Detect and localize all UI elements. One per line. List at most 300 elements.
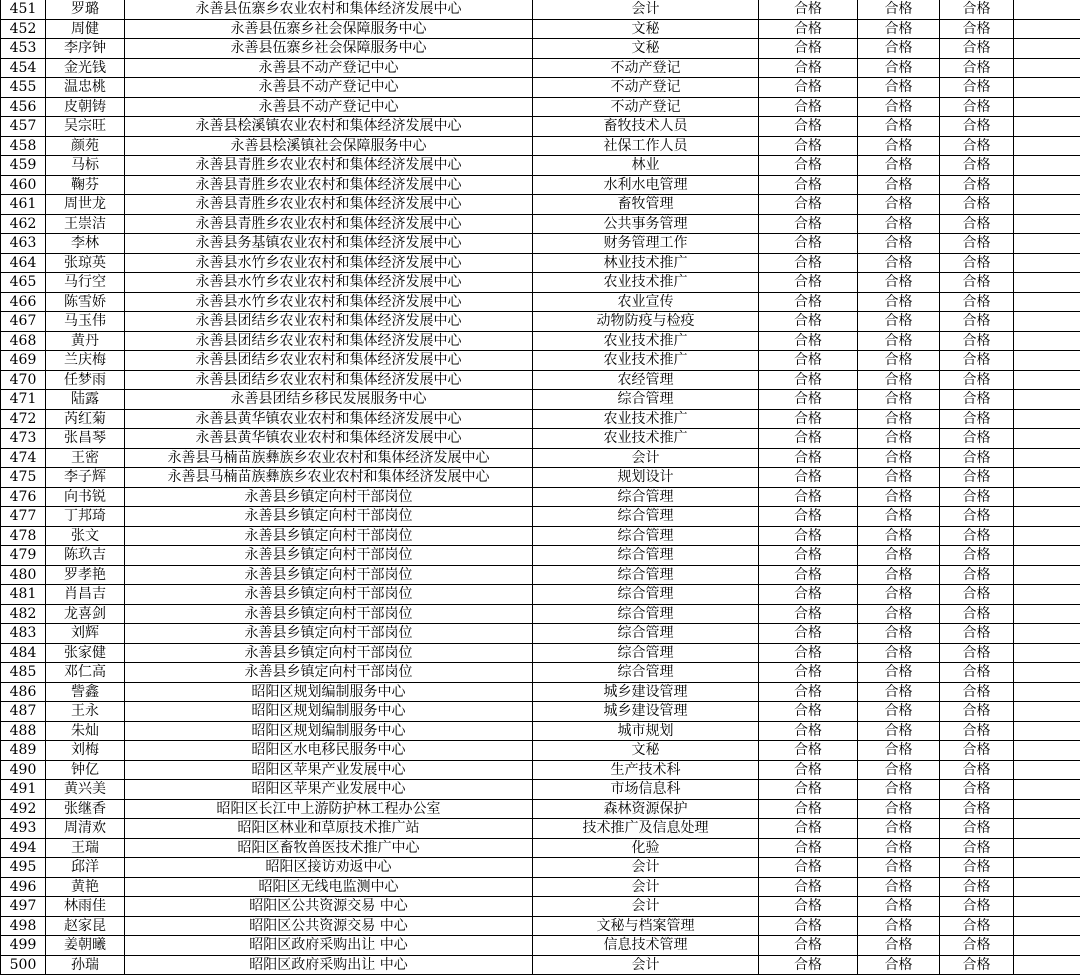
table-row [1,721,1080,741]
employer-cell: 昭阳区政府采购出让 中心 [125,955,533,975]
table-row [1,331,1080,351]
blank-cell [1014,916,1080,936]
row-number-cell: 474 [1,448,46,468]
position-cell: 会计 [533,448,759,468]
check-3-cell: 合格 [940,858,1014,878]
row-number-cell: 480 [1,565,46,585]
check-1-cell: 合格 [759,175,858,195]
blank-cell [1014,253,1080,273]
row-number-cell: 482 [1,604,46,624]
check-3-cell: 合格 [940,19,1014,39]
position-cell: 信息技术管理 [533,936,759,956]
check-3-cell: 合格 [940,916,1014,936]
check-1-cell: 合格 [759,370,858,390]
check-1-cell: 合格 [759,877,858,897]
check-2-cell: 合格 [858,448,940,468]
position-cell: 综合管理 [533,390,759,410]
employer-cell: 昭阳区长江中上游防护林工程办公室 [125,799,533,819]
check-2-cell: 合格 [858,624,940,644]
blank-cell [1014,136,1080,156]
check-3-cell: 合格 [940,526,1014,546]
check-3-cell: 合格 [940,799,1014,819]
blank-cell [1014,955,1080,975]
check-3-cell: 合格 [940,136,1014,156]
name-cell: 丁邦琦 [46,507,125,527]
check-2-cell: 合格 [858,97,940,117]
check-1-cell: 合格 [759,468,858,488]
name-cell: 林雨佳 [46,897,125,917]
check-2-cell: 合格 [858,351,940,371]
blank-cell [1014,117,1080,137]
check-1-cell: 合格 [759,507,858,527]
row-number-cell: 495 [1,858,46,878]
table-row [1,78,1080,98]
table-row [1,273,1080,293]
check-2-cell: 合格 [858,526,940,546]
name-cell: 刘辉 [46,624,125,644]
blank-cell [1014,468,1080,488]
table-row [1,97,1080,117]
name-cell: 罗璐 [46,0,125,19]
check-3-cell: 合格 [940,721,1014,741]
name-cell: 李子辉 [46,468,125,488]
employer-cell: 昭阳区水电移民服务中心 [125,741,533,761]
check-3-cell: 合格 [940,487,1014,507]
position-cell: 综合管理 [533,585,759,605]
employer-cell: 昭阳区规划编制服务中心 [125,702,533,722]
table-row [1,195,1080,215]
blank-cell [1014,663,1080,683]
row-number-cell: 494 [1,838,46,858]
name-cell: 王崇洁 [46,214,125,234]
name-cell: 王密 [46,448,125,468]
position-cell: 会计 [533,955,759,975]
check-1-cell: 合格 [759,156,858,176]
check-3-cell: 合格 [940,156,1014,176]
check-1-cell: 合格 [759,214,858,234]
row-number-cell: 467 [1,312,46,332]
table-row [1,409,1080,429]
blank-cell [1014,390,1080,410]
name-cell: 李序钟 [46,39,125,59]
row-number-cell: 460 [1,175,46,195]
blank-cell [1014,409,1080,429]
name-cell: 孙瑞 [46,955,125,975]
row-number-cell: 490 [1,760,46,780]
employer-cell: 永善县青胜乡农业农村和集体经济发展中心 [125,195,533,215]
name-cell: 肖昌吉 [46,585,125,605]
blank-cell [1014,19,1080,39]
blank-cell [1014,624,1080,644]
table-row [1,585,1080,605]
check-2-cell: 合格 [858,663,940,683]
position-cell: 农业技术推广 [533,331,759,351]
row-number-cell: 455 [1,78,46,98]
position-cell: 财务管理工作 [533,234,759,254]
name-cell: 黄兴美 [46,780,125,800]
position-cell: 城市规划 [533,721,759,741]
row-number-cell: 479 [1,546,46,566]
check-3-cell: 合格 [940,273,1014,293]
table-row [1,643,1080,663]
employer-cell: 昭阳区苹果产业发展中心 [125,760,533,780]
blank-cell [1014,819,1080,839]
row-number-cell: 493 [1,819,46,839]
employer-cell: 永善县乡镇定向村干部岗位 [125,604,533,624]
row-number-cell: 453 [1,39,46,59]
table-row [1,877,1080,897]
employer-cell: 永善县黄华镇农业农村和集体经济发展中心 [125,409,533,429]
row-number-cell: 465 [1,273,46,293]
check-1-cell: 合格 [759,195,858,215]
check-1-cell: 合格 [759,682,858,702]
row-number-cell: 458 [1,136,46,156]
employer-cell: 昭阳区林业和草原技术推广站 [125,819,533,839]
check-3-cell: 合格 [940,604,1014,624]
employer-cell: 昭阳区接访劝返中心 [125,858,533,878]
check-1-cell: 合格 [759,409,858,429]
position-cell: 城乡建设管理 [533,682,759,702]
employer-cell: 昭阳区公共资源交易 中心 [125,897,533,917]
employer-cell: 昭阳区公共资源交易 中心 [125,916,533,936]
check-2-cell: 合格 [858,721,940,741]
position-cell: 森林资源保护 [533,799,759,819]
blank-cell [1014,526,1080,546]
check-3-cell: 合格 [940,780,1014,800]
check-1-cell: 合格 [759,117,858,137]
check-1-cell: 合格 [759,331,858,351]
check-3-cell: 合格 [940,370,1014,390]
employer-cell: 昭阳区畜牧兽医技术推广中心 [125,838,533,858]
blank-cell [1014,0,1080,19]
table-row [1,702,1080,722]
name-cell: 任梦雨 [46,370,125,390]
position-cell: 综合管理 [533,643,759,663]
check-1-cell: 合格 [759,312,858,332]
check-1-cell: 合格 [759,624,858,644]
check-2-cell: 合格 [858,858,940,878]
table-row [1,624,1080,644]
row-number-cell: 457 [1,117,46,137]
position-cell: 农业技术推广 [533,351,759,371]
employer-cell: 永善县马楠苗族彝族乡农业农村和集体经济发展中心 [125,448,533,468]
row-number-cell: 463 [1,234,46,254]
check-2-cell: 合格 [858,156,940,176]
employer-cell: 永善县不动产登记中心 [125,97,533,117]
row-number-cell: 454 [1,58,46,78]
table-row [1,780,1080,800]
position-cell: 畜牧技术人员 [533,117,759,137]
table-row [1,741,1080,761]
check-3-cell: 合格 [940,565,1014,585]
row-number-cell: 491 [1,780,46,800]
row-number-cell: 462 [1,214,46,234]
check-1-cell: 合格 [759,0,858,19]
blank-cell [1014,58,1080,78]
name-cell: 周清欢 [46,819,125,839]
check-2-cell: 合格 [858,214,940,234]
employer-cell: 永善县黄华镇农业农村和集体经济发展中心 [125,429,533,449]
table-row [1,487,1080,507]
check-1-cell: 合格 [759,799,858,819]
check-2-cell: 合格 [858,390,940,410]
employer-cell: 永善县青胜乡农业农村和集体经济发展中心 [125,156,533,176]
name-cell: 张继香 [46,799,125,819]
check-1-cell: 合格 [759,390,858,410]
position-cell: 规划设计 [533,468,759,488]
row-number-cell: 496 [1,877,46,897]
name-cell: 周世龙 [46,195,125,215]
position-cell: 文秘 [533,19,759,39]
check-2-cell: 合格 [858,585,940,605]
check-1-cell: 合格 [759,916,858,936]
table-row [1,507,1080,527]
employer-cell: 永善县伍寨乡社会保障服务中心 [125,39,533,59]
row-number-cell: 477 [1,507,46,527]
position-cell: 综合管理 [533,507,759,527]
row-number-cell: 475 [1,468,46,488]
name-cell: 周健 [46,19,125,39]
row-number-cell: 461 [1,195,46,215]
position-cell: 水利水电管理 [533,175,759,195]
employer-cell: 昭阳区政府采购出让 中心 [125,936,533,956]
row-number-cell: 459 [1,156,46,176]
blank-cell [1014,897,1080,917]
check-2-cell: 合格 [858,955,940,975]
row-number-cell: 500 [1,955,46,975]
check-3-cell: 合格 [940,292,1014,312]
blank-cell [1014,760,1080,780]
check-3-cell: 合格 [940,195,1014,215]
table-row [1,39,1080,59]
check-1-cell: 合格 [759,897,858,917]
table-row [1,526,1080,546]
check-3-cell: 合格 [940,331,1014,351]
blank-cell [1014,877,1080,897]
employer-cell: 永善县乡镇定向村干部岗位 [125,624,533,644]
employer-cell: 永善县桧溪镇社会保障服务中心 [125,136,533,156]
check-3-cell: 合格 [940,760,1014,780]
check-1-cell: 合格 [759,565,858,585]
name-cell: 邓仁高 [46,663,125,683]
blank-cell [1014,487,1080,507]
check-1-cell: 合格 [759,760,858,780]
table-row [1,682,1080,702]
employer-cell: 永善县桧溪镇农业农村和集体经济发展中心 [125,117,533,137]
blank-cell [1014,799,1080,819]
check-2-cell: 合格 [858,370,940,390]
blank-cell [1014,585,1080,605]
employer-cell: 昭阳区规划编制服务中心 [125,721,533,741]
row-number-cell: 488 [1,721,46,741]
employer-cell: 永善县务基镇农业农村和集体经济发展中心 [125,234,533,254]
name-cell: 黄丹 [46,331,125,351]
check-1-cell: 合格 [759,526,858,546]
employer-cell: 永善县团结乡农业农村和集体经济发展中心 [125,331,533,351]
check-1-cell: 合格 [759,643,858,663]
check-3-cell: 合格 [940,955,1014,975]
blank-cell [1014,565,1080,585]
employer-cell: 永善县青胜乡农业农村和集体经济发展中心 [125,175,533,195]
table-row [1,136,1080,156]
check-2-cell: 合格 [858,19,940,39]
table-row [1,19,1080,39]
table-row [1,858,1080,878]
name-cell: 王永 [46,702,125,722]
row-number-cell: 481 [1,585,46,605]
check-3-cell: 合格 [940,468,1014,488]
check-1-cell: 合格 [759,819,858,839]
check-1-cell: 合格 [759,487,858,507]
blank-cell [1014,448,1080,468]
check-2-cell: 合格 [858,916,940,936]
position-cell: 不动产登记 [533,97,759,117]
blank-cell [1014,858,1080,878]
table-body [1,0,1080,975]
table-row [1,468,1080,488]
row-number-cell: 478 [1,526,46,546]
position-cell: 文秘 [533,39,759,59]
check-1-cell: 合格 [759,234,858,254]
check-2-cell: 合格 [858,643,940,663]
name-cell: 赵家昆 [46,916,125,936]
table-row [1,916,1080,936]
employer-cell: 永善县乡镇定向村干部岗位 [125,663,533,683]
check-2-cell: 合格 [858,429,940,449]
employer-cell: 永善县乡镇定向村干部岗位 [125,565,533,585]
check-2-cell: 合格 [858,507,940,527]
blank-cell [1014,273,1080,293]
employer-cell: 昭阳区无线电监测中心 [125,877,533,897]
employer-cell: 永善县乡镇定向村干部岗位 [125,643,533,663]
blank-cell [1014,312,1080,332]
position-cell: 农经管理 [533,370,759,390]
table-row [1,175,1080,195]
name-cell: 黄艳 [46,877,125,897]
check-1-cell: 合格 [759,936,858,956]
check-3-cell: 合格 [940,877,1014,897]
row-number-cell: 485 [1,663,46,683]
check-2-cell: 合格 [858,39,940,59]
check-3-cell: 合格 [940,819,1014,839]
check-1-cell: 合格 [759,78,858,98]
check-3-cell: 合格 [940,214,1014,234]
check-1-cell: 合格 [759,273,858,293]
check-2-cell: 合格 [858,487,940,507]
position-cell: 综合管理 [533,565,759,585]
row-number-cell: 456 [1,97,46,117]
employer-cell: 永善县水竹乡农业农村和集体经济发展中心 [125,292,533,312]
employer-cell: 永善县乡镇定向村干部岗位 [125,546,533,566]
row-number-cell: 471 [1,390,46,410]
check-1-cell: 合格 [759,604,858,624]
name-cell: 马行空 [46,273,125,293]
position-cell: 化验 [533,838,759,858]
check-3-cell: 合格 [940,448,1014,468]
row-number-cell: 469 [1,351,46,371]
employer-cell: 永善县青胜乡农业农村和集体经济发展中心 [125,214,533,234]
check-3-cell: 合格 [940,546,1014,566]
position-cell: 公共事务管理 [533,214,759,234]
name-cell: 马标 [46,156,125,176]
check-3-cell: 合格 [940,312,1014,332]
name-cell: 钟亿 [46,760,125,780]
name-cell: 王瑞 [46,838,125,858]
name-cell: 鞠芬 [46,175,125,195]
table-row [1,351,1080,371]
check-2-cell: 合格 [858,58,940,78]
position-cell: 生产技术科 [533,760,759,780]
name-cell: 朱灿 [46,721,125,741]
blank-cell [1014,351,1080,371]
blank-cell [1014,721,1080,741]
position-cell: 技术推广及信息处理 [533,819,759,839]
check-3-cell: 合格 [940,39,1014,59]
row-number-cell: 451 [1,0,46,19]
check-1-cell: 合格 [759,58,858,78]
blank-cell [1014,331,1080,351]
check-1-cell: 合格 [759,39,858,59]
check-1-cell: 合格 [759,448,858,468]
name-cell: 吴宗旺 [46,117,125,137]
check-1-cell: 合格 [759,741,858,761]
name-cell: 陈雪娇 [46,292,125,312]
position-cell: 会计 [533,897,759,917]
position-cell: 农业技术推广 [533,273,759,293]
blank-cell [1014,292,1080,312]
table-row [1,760,1080,780]
check-3-cell: 合格 [940,643,1014,663]
row-number-cell: 452 [1,19,46,39]
blank-cell [1014,234,1080,254]
table-row [1,390,1080,410]
employer-cell: 昭阳区苹果产业发展中心 [125,780,533,800]
position-cell: 文秘与档案管理 [533,916,759,936]
name-cell: 姜朝曦 [46,936,125,956]
blank-cell [1014,39,1080,59]
check-2-cell: 合格 [858,331,940,351]
row-number-cell: 486 [1,682,46,702]
position-cell: 综合管理 [533,604,759,624]
table-row [1,292,1080,312]
check-2-cell: 合格 [858,312,940,332]
check-1-cell: 合格 [759,136,858,156]
row-number-cell: 497 [1,897,46,917]
blank-cell [1014,546,1080,566]
employer-cell: 昭阳区规划编制服务中心 [125,682,533,702]
check-2-cell: 合格 [858,565,940,585]
position-cell: 农业技术推广 [533,409,759,429]
employer-cell: 永善县伍寨乡社会保障服务中心 [125,19,533,39]
check-1-cell: 合格 [759,702,858,722]
check-3-cell: 合格 [940,936,1014,956]
row-number-cell: 492 [1,799,46,819]
check-3-cell: 合格 [940,585,1014,605]
check-2-cell: 合格 [858,136,940,156]
name-cell: 张昌琴 [46,429,125,449]
check-1-cell: 合格 [759,663,858,683]
check-2-cell: 合格 [858,273,940,293]
check-1-cell: 合格 [759,838,858,858]
employer-cell: 永善县团结乡农业农村和集体经济发展中心 [125,370,533,390]
check-1-cell: 合格 [759,292,858,312]
check-3-cell: 合格 [940,78,1014,98]
check-3-cell: 合格 [940,838,1014,858]
check-2-cell: 合格 [858,175,940,195]
row-number-cell: 483 [1,624,46,644]
position-cell: 畜牧管理 [533,195,759,215]
check-2-cell: 合格 [858,409,940,429]
